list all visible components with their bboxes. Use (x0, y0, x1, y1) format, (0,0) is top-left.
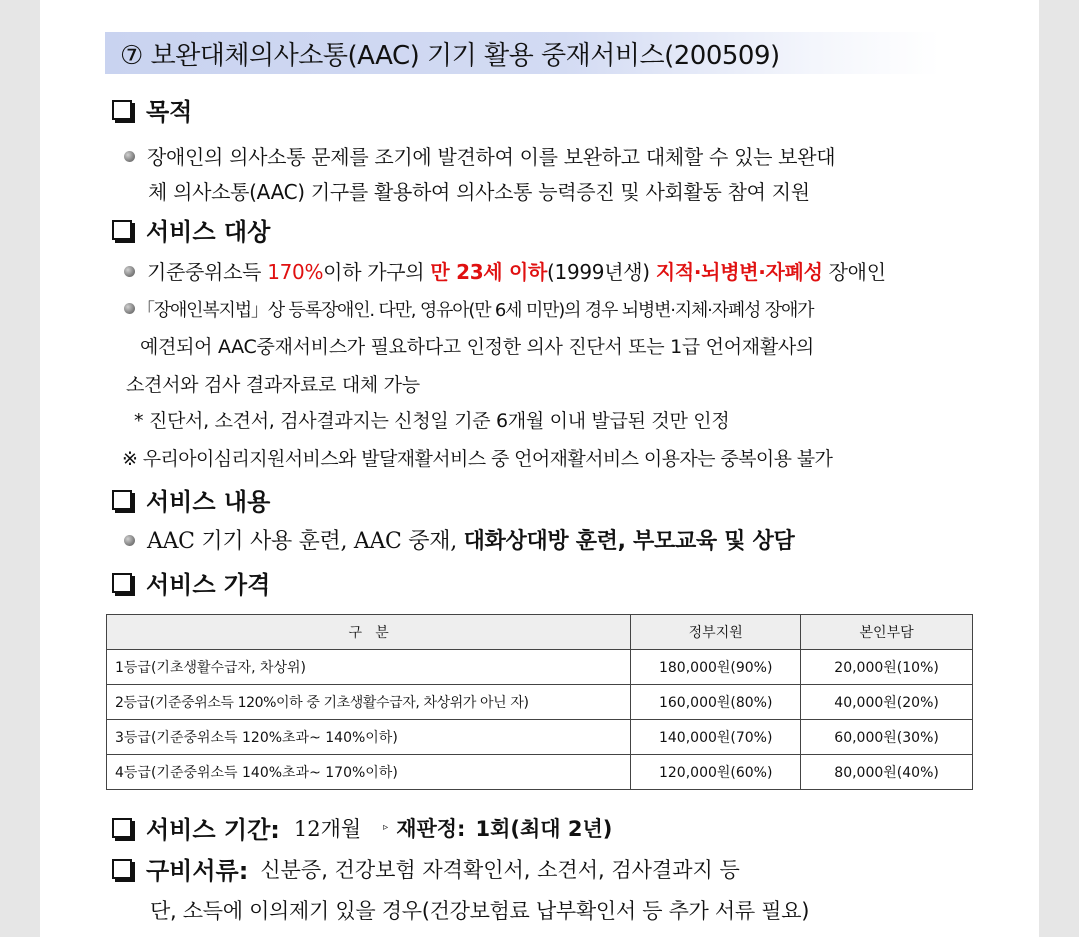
row-self: 20,000원(10%) (801, 650, 973, 685)
bullet-icon (124, 535, 135, 546)
row-grade: 3등급(기준중위소득 120%초과~ 140%이하) (107, 720, 631, 755)
target-line-2: 「장애인복지법」상 등록장애인. 다만, 영유아(만 6세 미만)의 경우 뇌병변·지체·자폐성 장애가 (124, 296, 813, 322)
target-note-2: ※ 우리아이심리지원서비스와 발달재활서비스 중 언어재활서비스 이용자는 중복이용 불가 (122, 448, 833, 470)
row-grade: 1등급(기초생활수급자, 차상위) (107, 650, 631, 685)
row-self: 40,000원(20%) (801, 685, 973, 720)
row-grade: 2등급(기준중위소득 120%이하 중 기초생활수급자, 차상위가 아닌 자) (107, 685, 631, 720)
row-government: 160,000원(80%) (631, 685, 801, 720)
section-documents (112, 851, 740, 886)
section-purpose-heading: 목적 (146, 98, 193, 126)
section-content (112, 482, 270, 517)
column-header-category: 구 분 (107, 615, 631, 650)
triangle-marker-icon: ▹ (383, 822, 389, 833)
row-self: 80,000원(40%) (801, 755, 973, 790)
column-header-government: 정부지원 (631, 615, 801, 650)
section-purpose (112, 92, 192, 127)
checkbox-square-icon (112, 818, 132, 838)
target-line-1: 기준중위소득 170%이하 가구의 만 23세 이하(1999년생) 지적·뇌병변·자폐성 장애인 (124, 256, 886, 285)
column-header-self: 본인부담 (801, 615, 973, 650)
checkbox-square-icon (112, 220, 132, 240)
bullet-icon (124, 151, 135, 162)
checkbox-square-icon (112, 490, 132, 510)
target-note-1: * 진단서, 소견서, 검사결과지는 신청일 기준 6개월 이내 발급된 것만 인정 (134, 410, 730, 432)
page-title: ⑦ 보완대체의사소통(AAC) 기기 활용 중재서비스(200509) (120, 41, 780, 71)
section-price-heading: 서비스 가격 (146, 571, 271, 599)
documents-note: 단, 소득에 이의제기 있을 경우(건강보험료 납부확인서 등 추가 서류 필요) (150, 899, 810, 923)
table-header-row (107, 615, 973, 650)
purpose-line-2: 체 의사소통(AAC) 기구를 활용하여 의사소통 능력증진 및 사회활동 참여 지원 (148, 180, 810, 204)
target-line-4: 소견서와 검사 결과자료로 대체 가능 (126, 374, 420, 396)
documents-value: 신분증, 건강보험 자격확인서, 소견서, 검사결과지 등 (260, 857, 740, 882)
row-self: 60,000원(30%) (801, 720, 973, 755)
section-documents-heading: 구비서류: (146, 857, 249, 885)
checkbox-square-icon (112, 573, 132, 593)
reassessment-label: 재판정: (396, 816, 466, 841)
section-target-heading: 서비스 대상 (146, 218, 271, 246)
section-period (112, 810, 612, 845)
purpose-line-1: 장애인의 의사소통 문제를 조기에 발견하여 이를 보완하고 대체할 수 있는 보완대 (124, 141, 835, 170)
checkbox-square-icon (112, 100, 132, 120)
section-period-heading: 서비스 기간: (146, 816, 280, 844)
section-target (112, 212, 270, 247)
reassessment-value: 1회(최대 2년) (475, 816, 613, 841)
table-row (107, 755, 973, 790)
bullet-icon (124, 266, 135, 277)
section-content-heading: 서비스 내용 (146, 488, 271, 516)
section-price (112, 565, 270, 600)
table-row (107, 685, 973, 720)
bullet-icon (124, 303, 135, 314)
price-table (106, 614, 973, 790)
content-line: AAC 기기 사용 훈련, AAC 중재, 대화상대방 훈련, 부모교육 및 상담 (124, 524, 794, 555)
row-grade: 4등급(기준중위소득 140%초과~ 170%이하) (107, 755, 631, 790)
row-government: 120,000원(60%) (631, 755, 801, 790)
checkbox-square-icon (112, 859, 132, 879)
table-row (107, 650, 973, 685)
document-page (40, 0, 1039, 937)
target-line-3: 예견되어 AAC중재서비스가 필요하다고 인정한 의사 진단서 또는 1급 언어재활사의 (140, 336, 814, 358)
table-row (107, 720, 973, 755)
row-government: 180,000원(90%) (631, 650, 801, 685)
row-government: 140,000원(70%) (631, 720, 801, 755)
period-value: 12개월 (293, 816, 362, 841)
